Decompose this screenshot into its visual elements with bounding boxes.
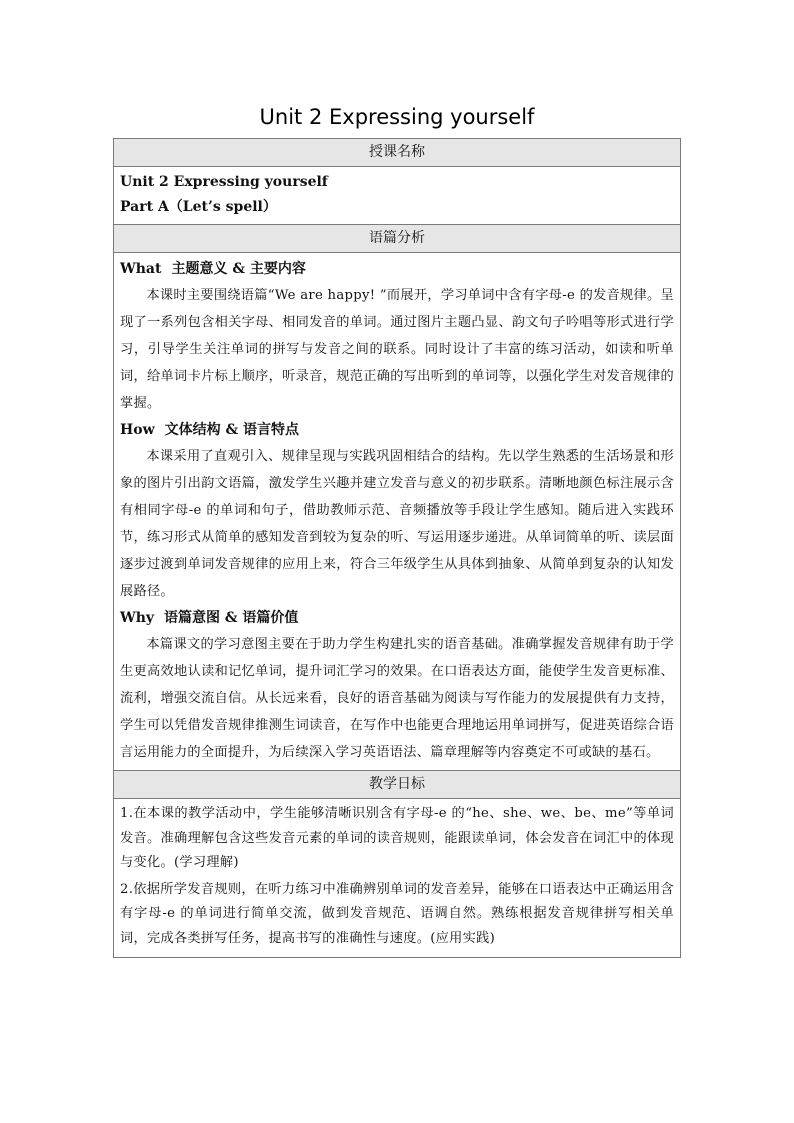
- lesson-name-cell: [114, 167, 681, 225]
- what-heading: [120, 256, 674, 282]
- why-label-en: Why: [120, 610, 155, 626]
- why-label-cn: 语篇意图 & 语篇价值: [164, 610, 299, 626]
- text-analysis-header-row: [114, 225, 681, 253]
- text-analysis-content-row: [114, 253, 681, 771]
- objectives-content-row: [114, 799, 681, 958]
- objectives-cell: [114, 799, 681, 958]
- objective-2: 2.依据所学发音规则，在听力练习中准确辨别单词的发音差异，能够在口语表达中正确运用含有字母-e 的单词进行简单交流，做到发音规范、语调自然。熟练根据发音规律拼写相关单词，完成各类拼写任务，提高书写的准确性与速度。(应用实践): [120, 881, 674, 946]
- what-label-en: What: [120, 261, 162, 277]
- why-heading: [120, 605, 674, 631]
- text-analysis-content: [114, 253, 680, 770]
- objectives-heading: 教学日标: [114, 771, 681, 799]
- objectives-content: [114, 799, 680, 957]
- lesson-name-heading: 授课名称: [114, 139, 681, 167]
- lesson-name-header-row: [114, 139, 681, 167]
- text-analysis-cell: [114, 253, 681, 771]
- text-analysis-heading: 语篇分析: [114, 225, 681, 253]
- how-label-cn: 文体结构 & 语言特点: [164, 422, 300, 438]
- how-label-en: How: [120, 422, 155, 438]
- part-title: Part A（Let’s spell）: [120, 199, 277, 215]
- what-paragraph: 本课时主要围绕语篇“We are happy! ”而展开，学习单词中含有字母-e 的发音规律。呈现了一系列包含相关字母、相同发音的单词。通过图片主题凸显、韵文句子吟唱等形式进行学习，引导学生关注单词的拼写与发音之间的联系。同时设计了丰富的练习活动，如读和听单词，给单词卡片标上顺序，听录音，规范正确的写出听到的单词等，以强化学生对发音规律的掌握。: [120, 288, 674, 411]
- how-heading: [120, 417, 674, 443]
- lesson-plan-table: [113, 138, 681, 958]
- what-label-cn: 主题意义 & 主要内容: [171, 261, 306, 277]
- objectives-header-row: [114, 771, 681, 799]
- lesson-name-content: [114, 167, 680, 224]
- why-paragraph: 本篇课文的学习意图主要在于助力学生构建扎实的语音基础。准确掌握发音规律有助于学生更高效地认读和记忆单词，提升词汇学习的效果。在口语表达方面，能使学生发音更标准、流利，增强交流自信。从长远来看，良好的语音基础为阅读与写作能力的发展提供有力支持，学生可以凭借发音规律推测生词读音，在写作中也能更合理地运用单词拼写，促进英语综合语言运用能力的全面提升，为后续深入学习英语语法、篇章理解等内容奠定不可或缺的基石。: [120, 637, 674, 760]
- lesson-name-content-row: [114, 167, 681, 225]
- unit-title: Unit 2 Expressing yourself: [120, 174, 328, 190]
- how-paragraph: 本课采用了直观引入、规律呈现与实践巩固相结合的结构。先以学生熟悉的生活场景和形象的图片引出韵文语篇，激发学生兴趣并建立发音与意义的初步联系。清晰地颜色标注展示含有相同字母-e 的单词和句子，借助教师示范、音频播放等手段让学生感知。随后进入实践环节，练习形式从简单的感知发音到较为复杂的听、写运用逐步递进。从单词简单的听、读层面逐步过渡到单词发音规律的应用上来，符合三年级学生从具体到抽象、从简单到复杂的认知发展路径。: [120, 449, 674, 599]
- document-title: Unit 2 Expressing yourself: [259, 105, 535, 129]
- objective-1: 1.在本课的教学活动中，学生能够清晰识别含有字母-e 的“he、she、we、be、me”等单词发音。准确理解包含这些发音元素的单词的读音规则，能跟读单词，体会发音在词汇中的体现与变化。(学习理解): [120, 806, 674, 870]
